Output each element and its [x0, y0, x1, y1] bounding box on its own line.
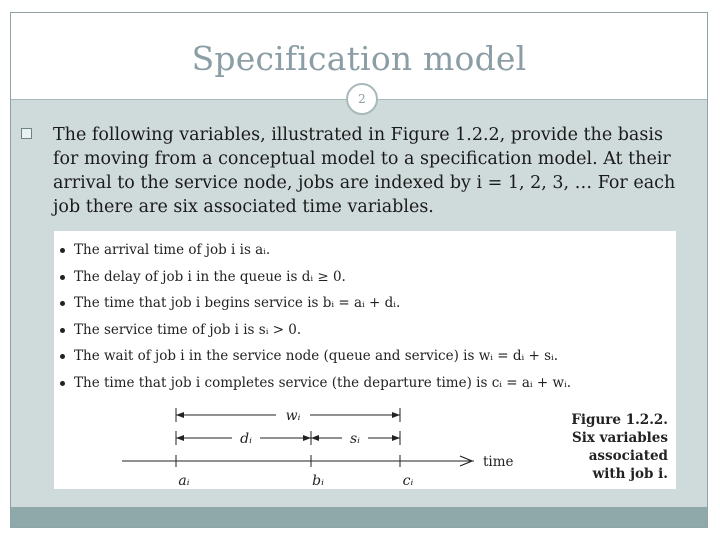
list-item: The wait of job i in the service node (queue and service) is wᵢ = dᵢ + sᵢ. — [60, 343, 571, 370]
w-arrow-left-icon — [176, 412, 184, 418]
time-axis-label: time — [483, 454, 514, 470]
list-item: The delay of job i in the queue is dᵢ ≥ 0. — [60, 264, 571, 291]
b-label: bᵢ — [312, 473, 324, 489]
figure-image — [54, 231, 676, 489]
page-number-badge: 2 — [346, 83, 378, 115]
s-label: sᵢ — [349, 431, 361, 447]
s-arrow-left-icon — [311, 435, 319, 441]
a-label: aᵢ — [178, 473, 190, 489]
d-arrow-right-icon — [303, 435, 311, 441]
footer-bar — [11, 507, 707, 527]
w-arrow-right-icon — [392, 412, 400, 418]
c-label: cᵢ — [402, 473, 414, 489]
d-label: dᵢ — [240, 431, 252, 447]
list-item: The time that job i begins service is bᵢ = aᵢ + dᵢ. — [60, 290, 571, 317]
slide — [10, 12, 708, 528]
caption-line: Figure 1.2.2. — [571, 412, 668, 428]
square-bullet-icon — [21, 128, 32, 139]
caption-line: associated — [588, 448, 668, 464]
caption-line: Six variables — [572, 430, 668, 446]
list-item: The service time of job i is sᵢ > 0. — [60, 317, 571, 344]
list-item: The time that job i completes service (the departure time) is cᵢ = aᵢ + wᵢ. — [60, 370, 571, 397]
body-bullet — [21, 123, 689, 219]
figure-caption — [571, 411, 668, 483]
w-label: wᵢ — [285, 408, 301, 424]
list-item: The arrival time of job i is aᵢ. — [60, 237, 571, 264]
bullet-text: The following variables, illustrated in Figure 1.2.2, provide the basis for moving from a conceptual model to a specification model. At their arrival to the service node, jobs are indexed by i = 1, 2, 3, … For each job there are six associated time variables. — [53, 125, 676, 217]
s-arrow-right-icon — [392, 435, 400, 441]
slide-title: Specification model — [191, 39, 527, 78]
caption-line: with job i. — [592, 466, 668, 482]
d-arrow-left-icon — [176, 435, 184, 441]
